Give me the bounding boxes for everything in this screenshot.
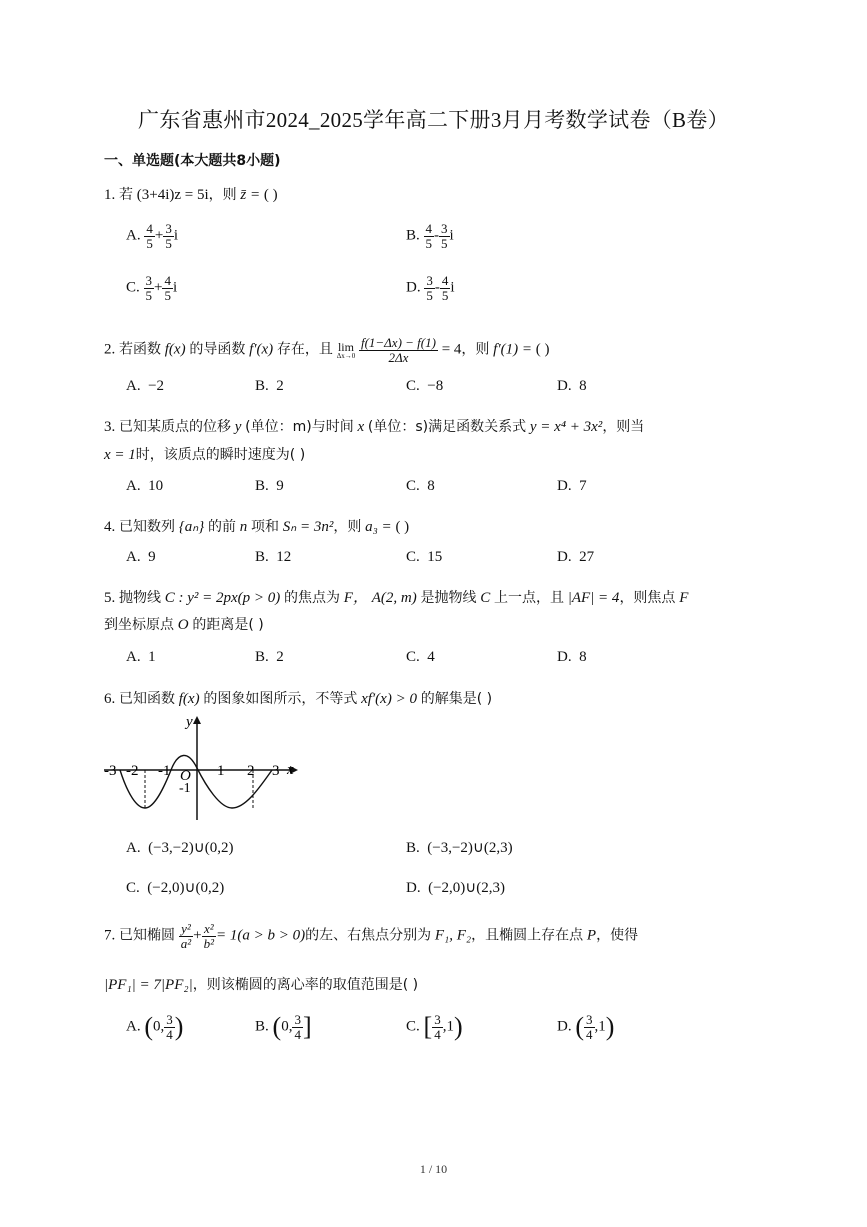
limit-operator: lim Δx→0 xyxy=(336,339,356,360)
option-1b: B. $\frac{4}{5}$ - $\frac{3}{5}$ i xyxy=(406,221,454,251)
math-expression: = 4 xyxy=(441,341,462,358)
option-5c: C. 4 xyxy=(406,649,435,665)
math-expression: |PF₁| = 7|PF₂| xyxy=(104,977,193,993)
question-text: ，且椭圆上存在点 xyxy=(471,927,584,944)
question-6 xyxy=(104,688,492,708)
option-2d: D. 8 xyxy=(557,378,587,394)
math-expression: f(x) xyxy=(164,341,186,358)
option-7b: B. (0, $\frac{3}{4}$ ] xyxy=(255,1011,312,1042)
question-5 xyxy=(104,586,688,607)
question-text: ，则焦点 xyxy=(619,590,676,606)
question-text: 到坐标原点 xyxy=(104,617,174,633)
option-5d: D. 8 xyxy=(557,649,587,665)
math-expression: f′(x) xyxy=(249,341,274,358)
question-text: 的解集是( ) xyxy=(420,691,493,707)
fraction: $\frac{3}{5}$ xyxy=(426,273,433,303)
page-title: 广东省惠州市2024_2025学年高二下册3月月考数学试卷（B卷） xyxy=(138,108,729,132)
option-6d: D. (−2,0)∪(2,3) xyxy=(406,880,506,896)
question-text: (单位：m)与时间 xyxy=(245,419,354,435)
option-3d: D. 7 xyxy=(557,478,587,494)
fraction: $\frac{3}{5}$ xyxy=(441,221,448,251)
option-2a: A. −2 xyxy=(126,378,165,394)
math-expression: F₁, F₂ xyxy=(434,927,472,944)
option-label: A. xyxy=(126,227,141,244)
y-axis-label: y xyxy=(186,714,193,730)
question-text: 的距离是( ) xyxy=(192,617,264,633)
question-text: 上一点，且 xyxy=(493,590,564,606)
option-6a: A. (−3,−2)∪(0,2) xyxy=(126,840,234,856)
fraction: $\frac{3}{4}$ xyxy=(434,1011,441,1042)
option-7d: D. ( $\frac{3}{4}$ ,1) xyxy=(557,1011,615,1042)
tick-label: -1 xyxy=(158,763,171,779)
question-text: 时，该质点的瞬时速度为( ) xyxy=(135,447,306,463)
option-1c: C. $\frac{3}{5}$ + $\frac{4}{5}$ i xyxy=(126,273,178,303)
page-number: 1 / 10 xyxy=(419,1162,448,1176)
option-3c: C. 8 xyxy=(406,478,435,494)
option-label: C. xyxy=(126,279,140,296)
answer-blank: ( ) xyxy=(535,341,550,358)
question-number: 3. xyxy=(104,419,116,435)
question-number: 5. xyxy=(104,590,116,606)
question-text: 已知某质点的位移 xyxy=(119,419,231,435)
y-axis-arrow-icon xyxy=(193,716,201,724)
question-text: ，则当 xyxy=(602,419,645,435)
fraction: $\frac{3}{4}$ xyxy=(166,1011,173,1042)
math-expression: x xyxy=(357,419,365,435)
question-text: 若 xyxy=(119,187,133,203)
fraction: $\frac{3}{5}$ xyxy=(145,273,153,303)
option-4d: D. 27 xyxy=(557,549,595,565)
fraction: $\frac{\text{y²}}{\text{a²}}$ xyxy=(180,921,192,951)
fraction: $\frac{\text{x²}}{\text{b²}}$ xyxy=(203,921,215,951)
fraction: $\frac{4}{5}$ xyxy=(146,221,153,251)
tick-label: 1 xyxy=(217,763,225,779)
option-5a: A. 1 xyxy=(126,649,156,665)
math-expression: F， xyxy=(343,590,368,606)
question-text: ，则 xyxy=(461,341,490,358)
question-text: 的焦点为 xyxy=(284,590,341,606)
x-axis-label: x xyxy=(287,762,294,778)
question-number: 1. xyxy=(104,187,116,203)
question-text: 已知椭圆 xyxy=(119,927,175,944)
answer-blank: ( ) xyxy=(395,519,410,535)
question-text: ，则该椭圆的离心率的取值范围是( ) xyxy=(192,977,419,993)
tick-label: -1 xyxy=(179,781,191,796)
tick-label: 3 xyxy=(272,763,280,779)
question-2 xyxy=(104,336,549,364)
option-label: B. xyxy=(406,227,420,244)
math-expression: f(x) xyxy=(178,691,200,707)
math-expression: y = x⁴ + 3x² xyxy=(529,419,603,435)
option-6c: C. (−2,0)∪(0,2) xyxy=(126,880,225,896)
option-7c: C. [ $\frac{3}{4}$ ,1) xyxy=(406,1011,463,1042)
option-4c: C. 15 xyxy=(406,549,443,565)
option-1d: D. $\frac{3}{5}$ - $\frac{4}{5}$ i xyxy=(406,273,455,303)
question-7-line2 xyxy=(104,974,418,994)
math-expression: = 1(a > b > 0) xyxy=(216,927,306,944)
origin-label: O xyxy=(180,768,191,784)
question-number: 4. xyxy=(104,519,116,535)
question-text: ，则 xyxy=(333,519,362,535)
math-expression: (3+4i)z = 5i xyxy=(136,187,209,203)
question-text: 抛物线 xyxy=(119,590,161,606)
math-expression: Sₙ = 3n² xyxy=(282,519,334,535)
option-1a: A. $\frac{4}{5}$ + $\frac{3}{5}$ i xyxy=(126,221,178,251)
question-text: 的左、右焦点分别为 xyxy=(305,927,432,944)
question-text: 的前 xyxy=(207,519,236,535)
question-1 xyxy=(104,184,278,204)
fraction: $\frac{3}{4}$ xyxy=(294,1011,301,1042)
question-text: 若函数 xyxy=(119,341,161,358)
question-text: 已知函数 xyxy=(119,691,175,707)
question-text: 的导函数 xyxy=(189,341,246,358)
question-text: 是抛物线 xyxy=(420,590,477,606)
math-expression: f′(1) = xyxy=(493,341,532,358)
question-text: 项和 xyxy=(250,519,279,535)
section-heading: 一、单选题(本大题共8小题) xyxy=(104,153,281,169)
option-2c: C. −8 xyxy=(406,378,444,394)
math-expression: O xyxy=(177,617,189,633)
option-3b: B. 9 xyxy=(255,478,284,494)
question-text: 的图象如图所示，不等式 xyxy=(203,691,358,707)
option-2b: B. 2 xyxy=(255,378,284,394)
question-4 xyxy=(104,516,409,536)
function-graph xyxy=(100,710,310,825)
question-3 xyxy=(104,416,644,436)
question-text: ，则 xyxy=(208,187,237,203)
math-expression: a₃ = xyxy=(365,519,392,535)
math-expression: n xyxy=(239,519,248,535)
question-text: ，使得 xyxy=(596,927,639,944)
question-text: 存在，且 xyxy=(276,341,333,358)
option-3a: A. 10 xyxy=(126,478,164,494)
question-5-line2 xyxy=(104,614,264,634)
fraction: $\frac{4}{5}$ xyxy=(164,273,171,303)
math-expression: F xyxy=(679,590,689,606)
question-number: 6. xyxy=(104,691,116,707)
tick-label: -3 xyxy=(104,763,117,779)
option-6b: B. (−3,−2)∪(2,3) xyxy=(406,840,513,856)
math-expression: A(2, m) xyxy=(371,590,417,606)
tick-label: -2 xyxy=(126,763,139,779)
math-expression: |AF| = 4 xyxy=(567,590,620,606)
math-expression: P xyxy=(586,927,597,944)
fraction: $\frac{f(1-\Delta x) - f(1)}{2\Delta x}$ xyxy=(360,335,436,365)
math-expression: xf′(x) > 0 xyxy=(361,691,417,707)
question-number: 7. xyxy=(104,927,116,944)
option-5b: B. 2 xyxy=(255,649,284,665)
answer-blank: ( ) xyxy=(263,187,278,203)
fraction: $\frac{4}{5}$ xyxy=(425,221,433,251)
math-expression: x = 1 xyxy=(104,447,136,463)
question-text: (单位：s)满足函数关系式 xyxy=(367,419,527,435)
math-expression: C : y² = 2px(p > 0) xyxy=(164,590,281,606)
question-number: 2. xyxy=(104,341,116,358)
math-expression: {aₙ} xyxy=(178,519,205,535)
math-expression: z̄ = xyxy=(240,187,261,203)
question-text: 已知数列 xyxy=(119,519,175,535)
question-3-line2 xyxy=(104,444,305,464)
question-7: 7. 已知椭圆 $\frac{\text{y²}}{\text{a²}}$ + $\frac{\text{x²}}{\text{b²}}$ = 1(a > b > 0)的左、右焦点分别为 F₁, F₂，且椭圆上存在点 P，使得 xyxy=(104,921,639,951)
math-expression: y xyxy=(234,419,242,435)
fraction: $\frac{3}{5}$ xyxy=(165,221,172,251)
tick-label: 2 xyxy=(247,763,255,779)
fraction: $\frac{4}{5}$ xyxy=(441,273,449,303)
option-7a: A. (0, $\frac{3}{4}$ ) xyxy=(126,1011,184,1042)
option-4b: B. 12 xyxy=(255,549,292,565)
math-expression: C xyxy=(480,590,491,606)
fraction: $\frac{3}{4}$ xyxy=(586,1011,593,1042)
option-label: D. xyxy=(406,279,421,296)
option-4a: A. 9 xyxy=(126,549,156,565)
